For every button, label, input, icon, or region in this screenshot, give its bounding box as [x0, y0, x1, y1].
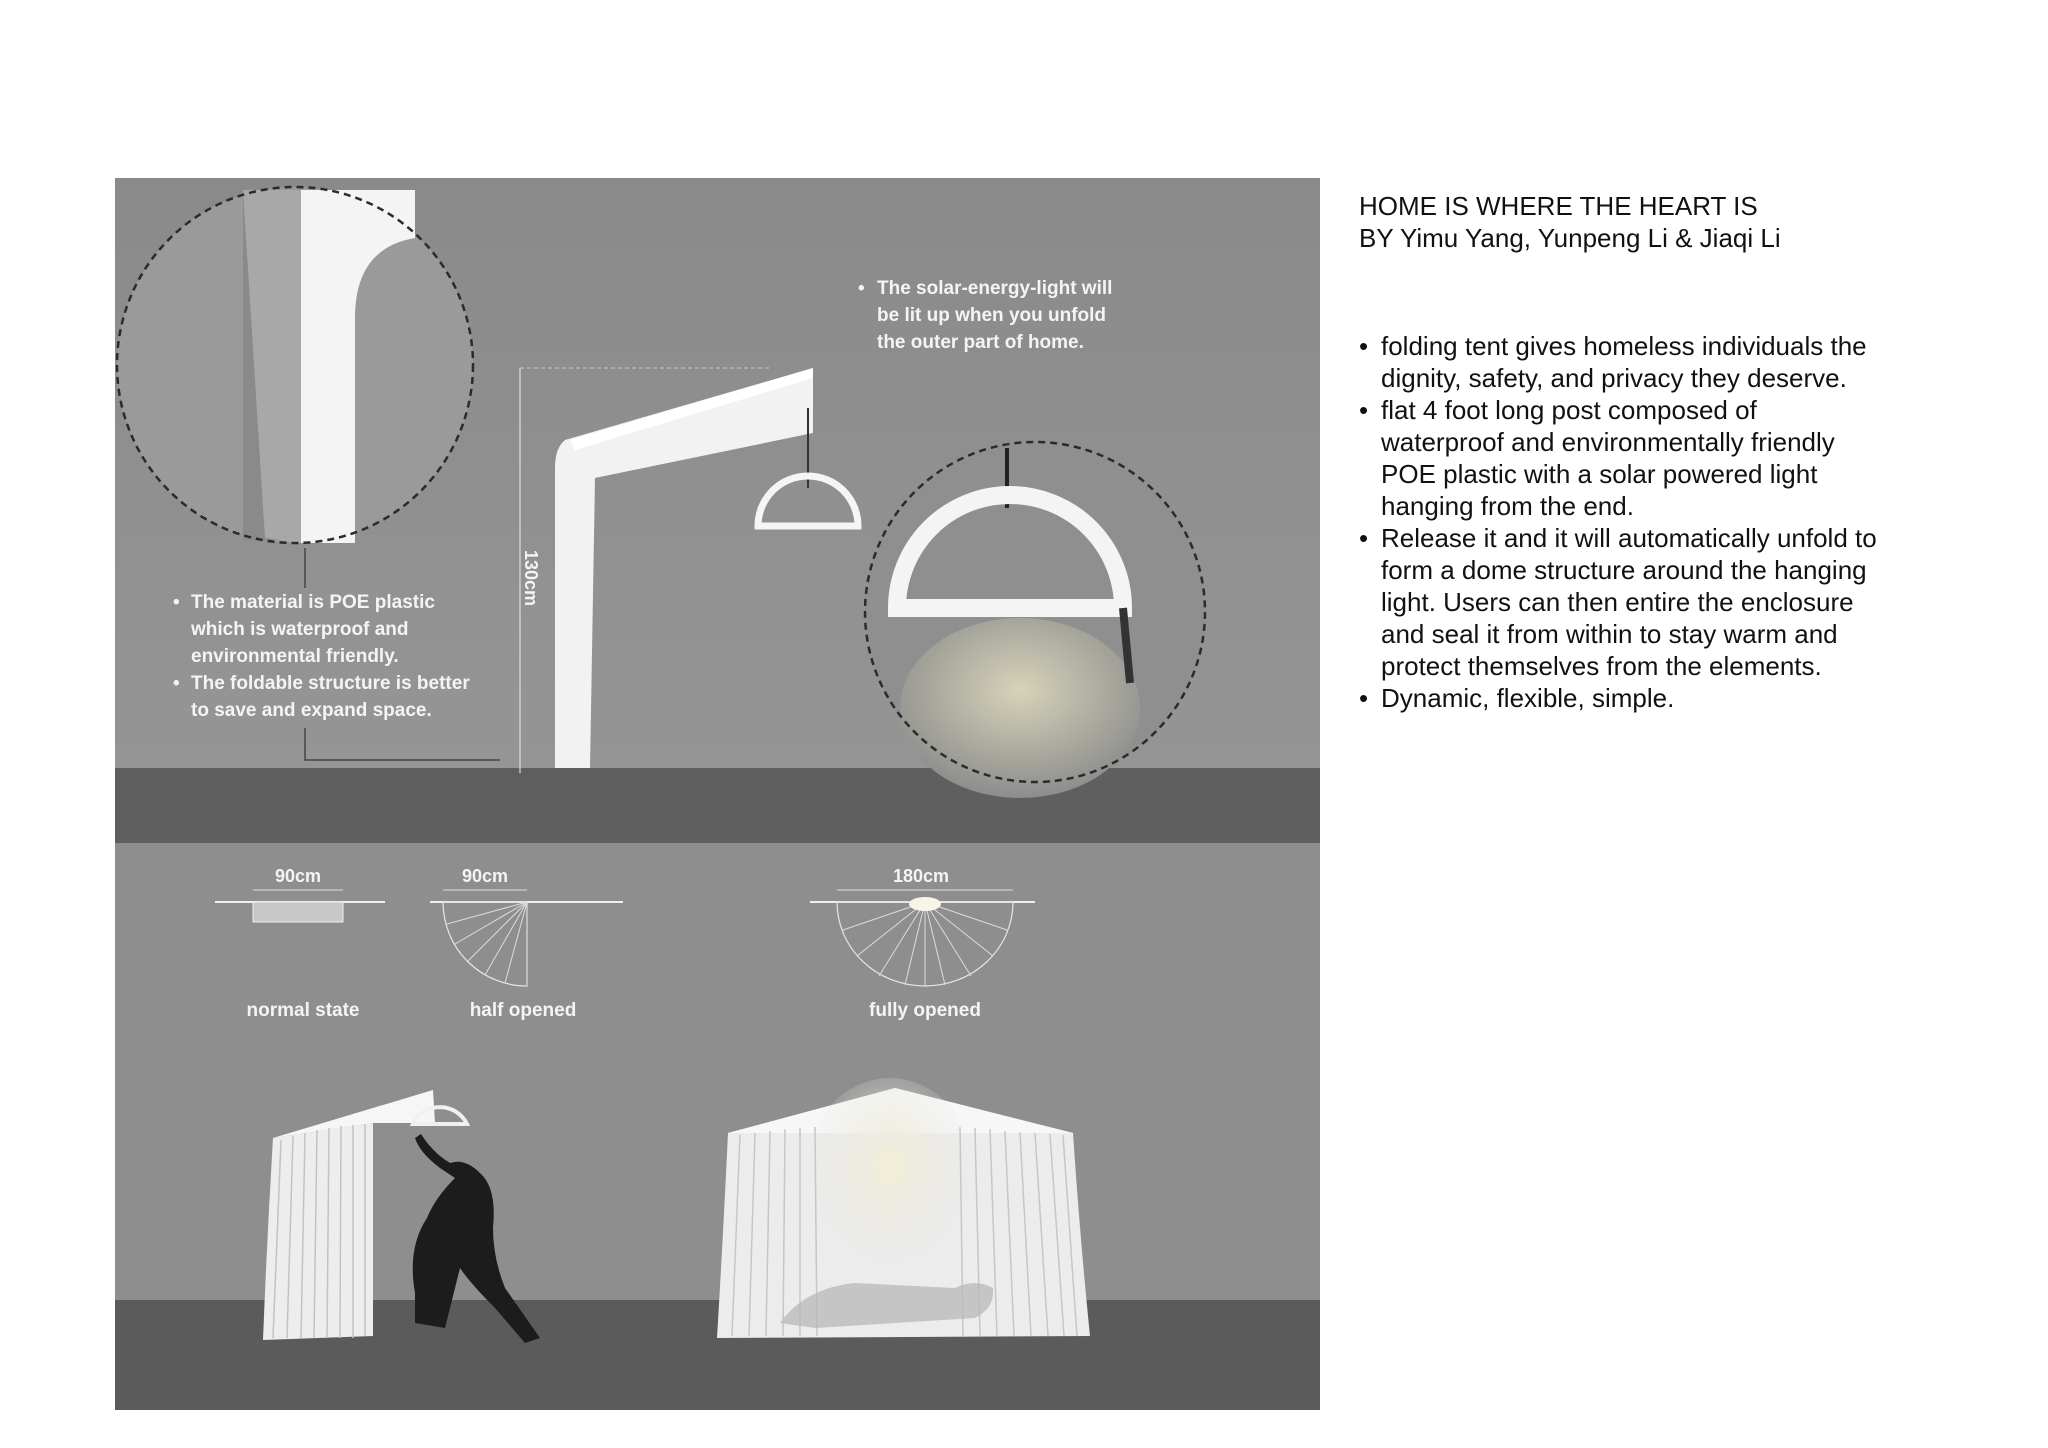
description-list — [1359, 330, 1879, 714]
bullet-icon: • — [1359, 683, 1369, 713]
bullet-icon: • — [1359, 331, 1369, 361]
project-title: HOME IS WHERE THE HEART IS — [1359, 191, 1758, 221]
foldable-note-line: The foldable structure is better — [191, 673, 470, 694]
half-opened-label: half opened — [469, 1000, 577, 1021]
normal-state-label: normal state — [246, 1000, 360, 1021]
project-authors: BY Yimu Yang, Yunpeng Li & Jiaqi Li — [1359, 223, 1781, 253]
illustration-canvas — [115, 178, 1320, 1410]
bullet-icon: • — [173, 592, 180, 613]
bullet-icon: • — [858, 278, 865, 299]
half-width-label: 90cm — [461, 866, 509, 886]
top-floor — [115, 768, 1320, 843]
foldable-note-line: to save and expand space. — [191, 700, 432, 721]
material-zoom-circle — [117, 187, 473, 543]
material-note-line: environmental friendly. — [191, 646, 399, 667]
concept-illustration — [115, 178, 1320, 1410]
material-note-line: The material is POE plastic — [191, 592, 435, 613]
description-item: • Release it and it will automatically unfold to form a dome structure around the hanging light. Users can then entire the enclosure and seal it from within to stay warm and protect themselves from the elements. — [1359, 523, 1877, 681]
height-dimension-label: 130cm — [521, 550, 541, 607]
material-note-line: which is waterproof and — [191, 619, 409, 640]
solar-note-line: the outer part of home. — [877, 332, 1084, 353]
solar-light-note — [858, 278, 1112, 353]
fully-opened-label: fully opened — [869, 1000, 981, 1021]
description-item: • flat 4 foot long post composed of waterproof and environmentally friendly POE plastic with a solar powered light hanging from the end. — [1359, 395, 1835, 521]
solar-note-line: be lit up when you unfold — [877, 305, 1107, 326]
bullet-icon: • — [173, 673, 180, 694]
description-item: • Dynamic, flexible, simple. — [1359, 683, 1675, 713]
description-item: • folding tent gives homeless individuals the dignity, safety, and privacy they deserve. — [1359, 331, 1867, 393]
full-width-label: 180cm — [892, 866, 950, 886]
solar-note-line: The solar-energy-light will — [877, 278, 1113, 299]
project-heading — [1359, 190, 1781, 254]
bullet-icon: • — [1359, 395, 1369, 425]
normal-width-label: 90cm — [274, 866, 322, 886]
bullet-icon: • — [1359, 523, 1369, 553]
